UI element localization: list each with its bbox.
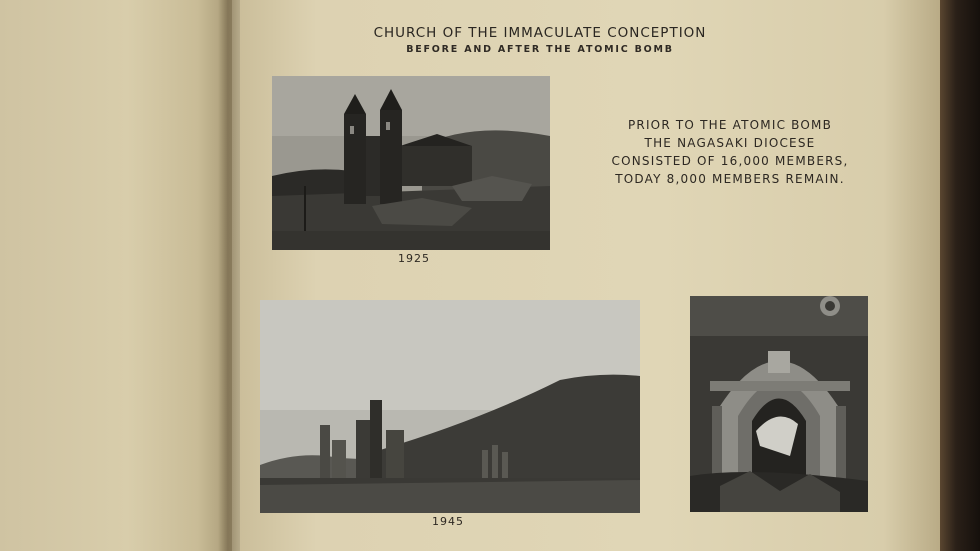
- photo-damaged-archway: [690, 296, 868, 512]
- photo-ruins-1945: [260, 300, 640, 513]
- caption-line: PRIOR TO THE ATOMIC BOMB: [627, 118, 833, 132]
- page-title: CHURCH OF THE IMMACULATE CONCEPTION: [373, 25, 707, 41]
- diocese-caption: [580, 116, 880, 188]
- photo-year-1945: 1945: [432, 515, 464, 528]
- left-page: [0, 0, 232, 551]
- photo-church-1925: [272, 76, 550, 250]
- photo-year-1925: 1925: [398, 252, 430, 265]
- book-edge: [940, 0, 980, 551]
- book-gutter: [218, 0, 240, 551]
- caption-line: THE NAGASAKI DIOCESE: [644, 136, 816, 150]
- caption-line: CONSISTED OF 16,000 MEMBERS,: [611, 154, 849, 168]
- caption-line: TODAY 8,000 MEMBERS REMAIN.: [615, 172, 845, 186]
- page-subtitle: BEFORE AND AFTER THE ATOMIC BOMB: [406, 44, 674, 55]
